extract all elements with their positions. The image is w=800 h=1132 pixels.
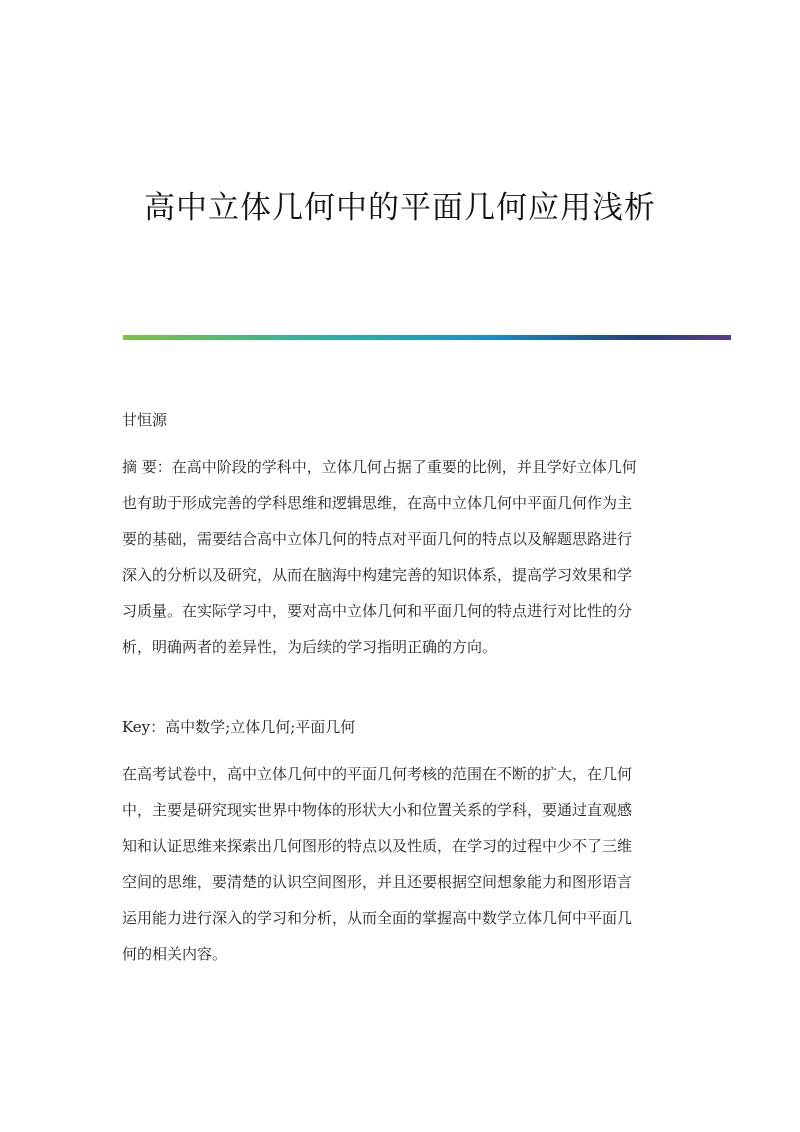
body-line: 运用能力进行深入的学习和分析，从而全面的掌握高中数学立体几何中平面几 <box>122 909 633 927</box>
author-name: 甘恒源 <box>122 411 168 429</box>
abstract-paragraph <box>122 449 687 665</box>
body-line: 空间的思维，要清楚的认识空间图形，并且还要根据空间想象能力和图形语言 <box>122 873 633 891</box>
keywords-line: Key：高中数学;立体几何;平面几何 <box>122 718 356 736</box>
abstract-line: 也有助于形成完善的学科思维和逻辑思维，在高中立体几何中平面几何作为主 <box>122 494 633 512</box>
abstract-line: 要的基础，需要结合高中立体几何的特点对平面几何的特点以及解题思路进行 <box>122 530 633 548</box>
document-title: 高中立体几何中的平面几何应用浅析 <box>144 190 656 226</box>
body-line: 中，主要是研究现实世界中物体的形状大小和位置关系的学科，要通过直观感 <box>122 801 633 819</box>
abstract-line: 深入的分析以及研究，从而在脑海中构建完善的知识体系，提高学习效果和学 <box>122 566 633 584</box>
title-divider <box>123 335 731 340</box>
body-line: 知和认证思维来探索出几何图形的特点以及性质，在学习的过程中少不了三维 <box>122 837 633 855</box>
abstract-line: 习质量。在实际学习中，要对高中立体几何和平面几何的特点进行对比性的分 <box>122 602 633 620</box>
abstract-line: 摘 要：在高中阶段的学科中，立体几何占据了重要的比例，并且学好立体几何 <box>122 458 637 476</box>
body-line: 在高考试卷中，高中立体几何中的平面几何考核的范围在不断的扩大，在几何 <box>122 765 633 783</box>
abstract-line: 析，明确两者的差异性，为后续的学习指明正确的方向。 <box>122 638 498 656</box>
body-line: 何的相关内容。 <box>122 945 228 963</box>
body-paragraph <box>122 756 687 972</box>
